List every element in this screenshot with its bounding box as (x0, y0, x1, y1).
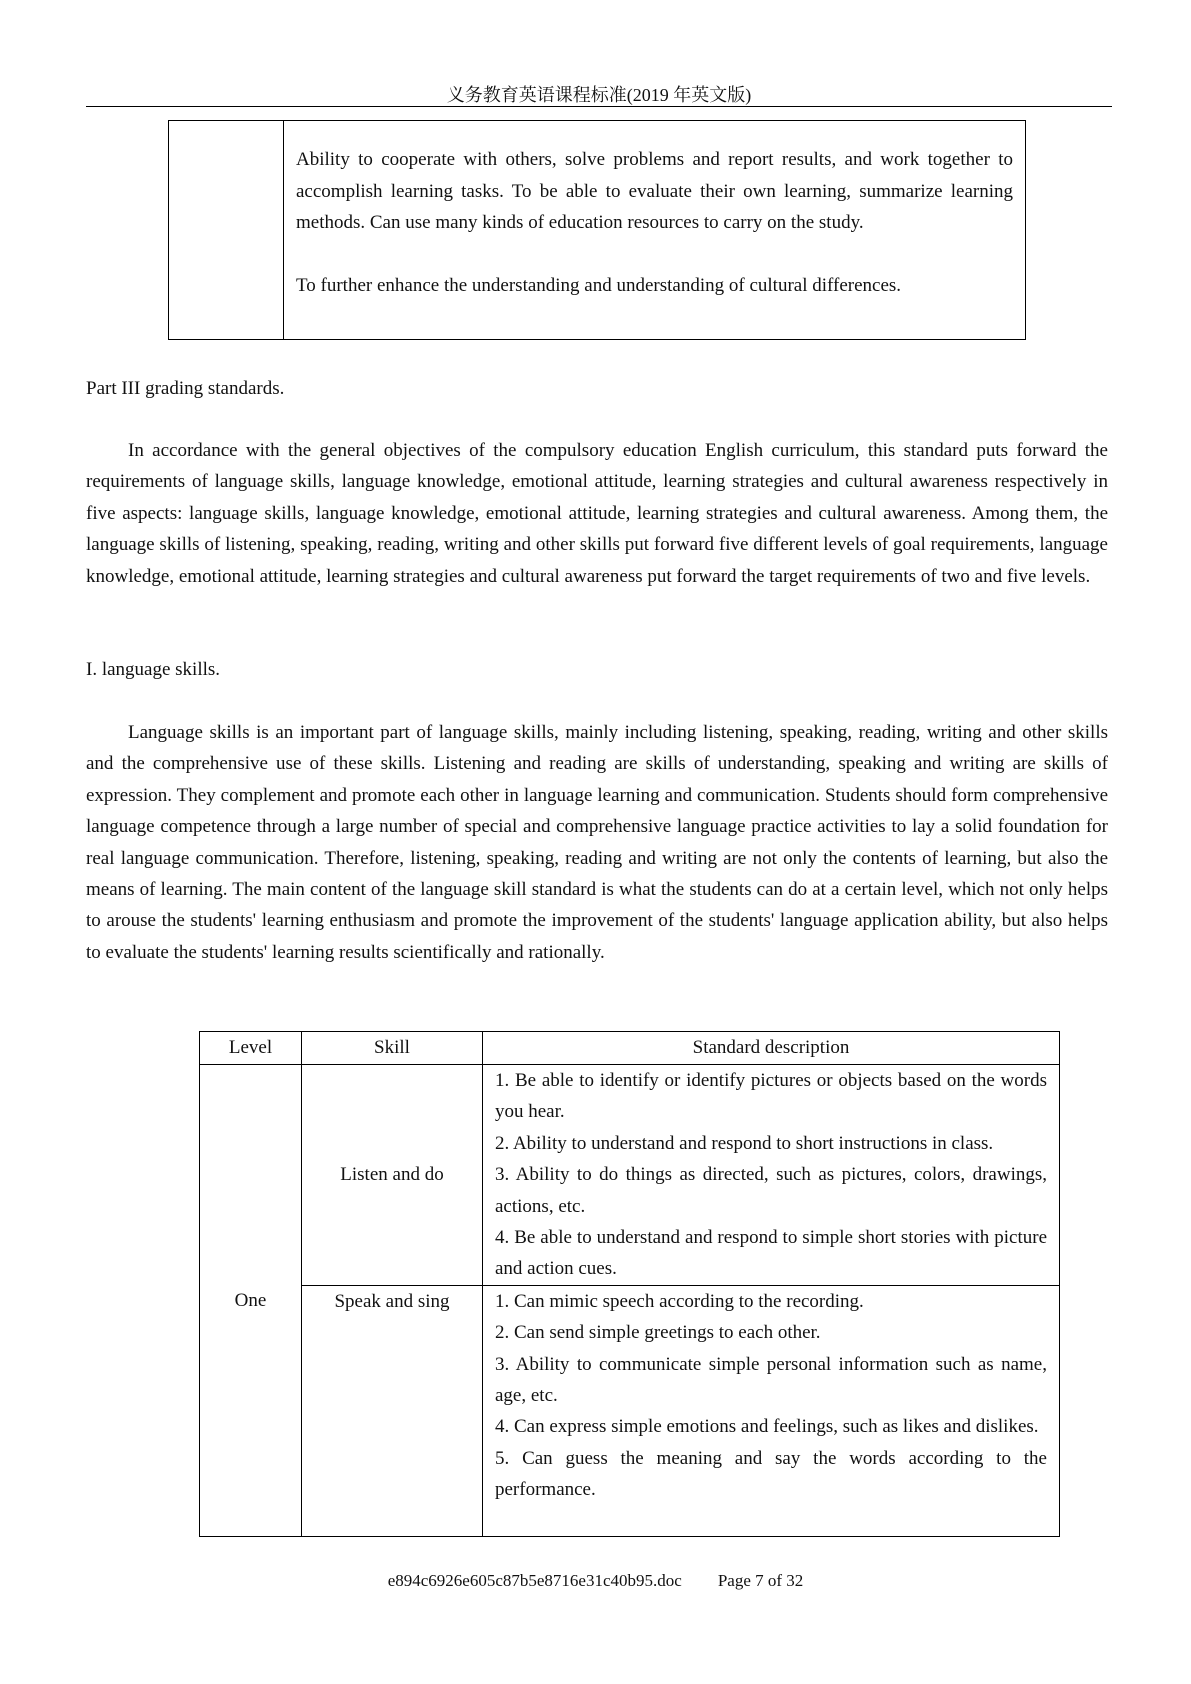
language-skills-paragraph: Language skills is an important part of language skills, mainly including listening, speaking, reading, writing and other skills and the comprehensive use of these skills. Listening and reading are skills of understanding, speaking and writing are skills of expression. They complement and promote each other in language learning and communication. Students should form comprehensive language competence through a large number of special and comprehensive language practice activities to lay a solid foundation for real language communication. Therefore, listening, speaking, reading and writing are not only the contents of learning, but also the means of learning. The main content of the language skill standard is what the students can do at a certain level, which not only helps to arouse the students' learning enthusiasm and promote the improvement of the students' language application ability, but also helps to evaluate the students' learning results scientifically and rationally. (86, 722, 1108, 963)
description-item: 2. Ability to understand and respond to short instructions in class. (495, 1132, 994, 1154)
description-cell (483, 1285, 1060, 1536)
running-header-title: 义务教育英语课程标准(2019 年英文版) (446, 85, 752, 105)
description-item: 4. Can express simple emotions and feelings, such as likes and dislikes. (495, 1416, 1039, 1438)
skill-cell: Speak and sing (302, 1285, 483, 1536)
description-item: 5. Can guess the meaning and say the words according to the performance. (495, 1447, 1047, 1501)
empty-label-cell (169, 121, 284, 339)
continued-table-content (296, 144, 1013, 302)
header-level: Level (200, 1032, 302, 1065)
continued-paragraph: To further enhance the understanding and understanding of cultural differences. (296, 275, 902, 296)
description-item: 4. Be able to understand and respond to simple short stories with picture and action cues. (495, 1227, 1047, 1280)
intro-paragraph: In accordance with the general objectives of the compulsory education English curriculum, this standard puts forward the requirements of language skills, language knowledge, emotional attitude, learning strategies and cultural awareness respectively in five aspects: language skills, language knowledge, emotional attitude, learning strategies and cultural awareness. Among them, the language skills of listening, speaking, reading, writing and other skills put forward five different levels of goal requirements, language knowledge, emotional attitude, learning strategies and cultural awareness put forward the target requirements of two and five levels. (86, 440, 1108, 587)
description-item: 3. Ability to communicate simple personal information such as name, age, etc. (495, 1353, 1047, 1407)
part-heading: Part III grading standards. (86, 378, 285, 399)
footer-filename: e894c6926e605c87b5e8716e31c40b95.doc (387, 1571, 682, 1590)
header-skill: Skill (302, 1032, 483, 1065)
table-row (200, 1285, 1060, 1536)
description-item: 2. Can send simple greetings to each other. (495, 1322, 821, 1344)
footer-page-number: Page 7 of 32 (717, 1571, 804, 1590)
header-description: Standard description (483, 1032, 1060, 1065)
description-item: 1. Can mimic speech according to the recording. (495, 1290, 864, 1312)
level-cell: One (200, 1065, 302, 1537)
grading-standards-table (199, 1031, 1060, 1537)
continued-table-box (168, 120, 1026, 340)
page-footer (0, 1570, 1191, 1592)
description-item: 1. Be able to identify or identify pictures or objects based on the words you hear. (495, 1070, 1047, 1123)
section-heading: I. language skills. (86, 659, 221, 680)
continued-paragraph: Ability to cooperate with others, solve problems and report results, and work together to accomplish learning tasks. To be able to evaluate their own learning, summarize learning methods. Can use many kinds of education resources to carry on the study. (296, 149, 1013, 233)
table-row (200, 1065, 1060, 1286)
skill-cell: Listen and do (302, 1065, 483, 1286)
header-divider (86, 106, 1112, 107)
description-item: 3. Ability to do things as directed, such as pictures, colors, drawings, actions, etc. (495, 1164, 1047, 1217)
table-header-row (200, 1032, 1060, 1065)
description-cell (483, 1065, 1060, 1286)
